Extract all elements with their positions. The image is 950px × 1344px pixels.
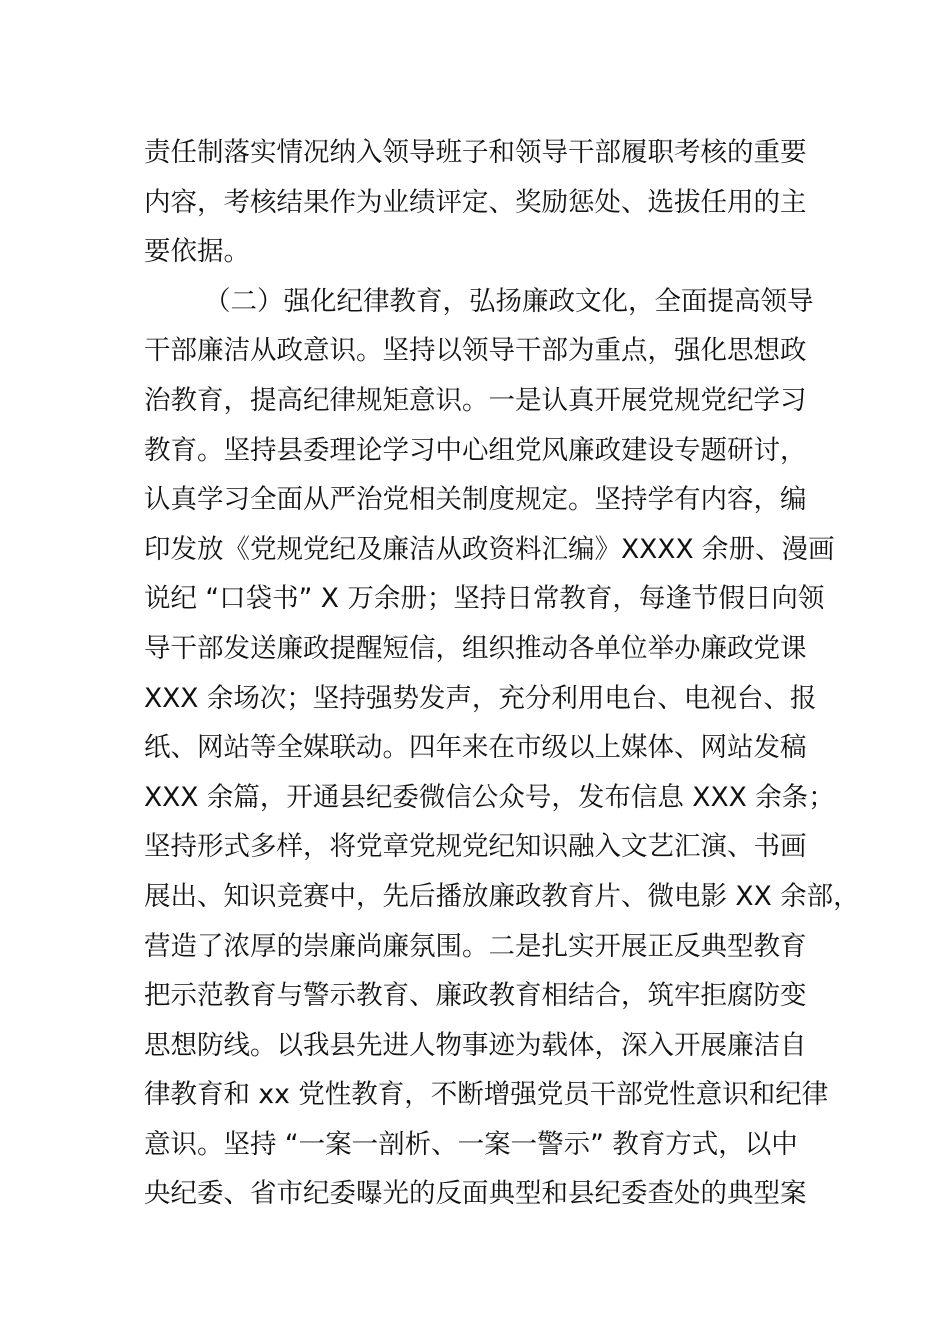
text-line: XXX 余场次；坚持强势发声，充分利用电台、电视台、报	[144, 682, 817, 714]
text-line: 教育。坚持县委理论学习中心组党风廉政建设专题研讨，	[144, 434, 807, 466]
text-line: 营造了浓厚的崇廉尚廉氛围。二是扎实开展正反典型教育	[144, 930, 807, 962]
text-line: 说纪 “口袋书” X 万余册；坚持日常教育，每逢节假日向领	[144, 583, 825, 615]
text-line: 干部廉洁从政意识。坚持以领导干部为重点，强化思想政	[144, 335, 807, 367]
text-line: 意识。坚持 “一案一剖析、一案一警示” 教育方式，以中	[144, 1128, 798, 1160]
section-heading-line: （二）强化纪律教育，弘扬廉政文化，全面提高领导	[204, 285, 814, 317]
body-text	[144, 128, 860, 1219]
text-line: XXX 余篇，开通县纪委微信公众号，发布信息 XXX 余条；	[144, 781, 835, 813]
text-line: 认真学习全面从严治党相关制度规定。坚持学有内容，编	[144, 484, 807, 516]
text-line: 治教育，提高纪律规矩意识。一是认真开展党规党纪学习	[144, 384, 807, 416]
text-line: 坚持形式多样，将党章党规党纪知识融入文艺汇演、书画	[144, 831, 807, 863]
text-line: 展出、知识竞赛中，先后播放廉政教育片、微电影 XX 余部，	[144, 880, 860, 912]
text-line: 内容，考核结果作为业绩评定、奖励惩处、选拔任用的主	[144, 186, 807, 218]
text-line: 把示范教育与警示教育、廉政教育相结合，筑牢拒腐防变	[144, 980, 807, 1012]
text-line: 责任制落实情况纳入领导班子和领导干部履职考核的重要	[144, 137, 807, 168]
text-line: 央纪委、省市纪委曝光的反面典型和县纪委查处的典型案	[144, 1178, 807, 1210]
text-line: 要依据。	[144, 236, 250, 268]
text-line: 律教育和 xx 党性教育，不断增强党员干部党性意识和纪律	[144, 1079, 829, 1111]
text-line: 导干部发送廉政提醒短信，组织推动各单位举办廉政党课	[144, 632, 807, 664]
text-line: 纸、网站等全媒联动。四年来在市级以上媒体、网站发稿	[144, 732, 807, 764]
text-line: 印发放《党规党纪及廉洁从政资料汇编》XXXX 余册、漫画	[144, 533, 835, 565]
text-line: 思想防线。以我县先进人物事迹为载体，深入开展廉洁自	[144, 1029, 807, 1061]
